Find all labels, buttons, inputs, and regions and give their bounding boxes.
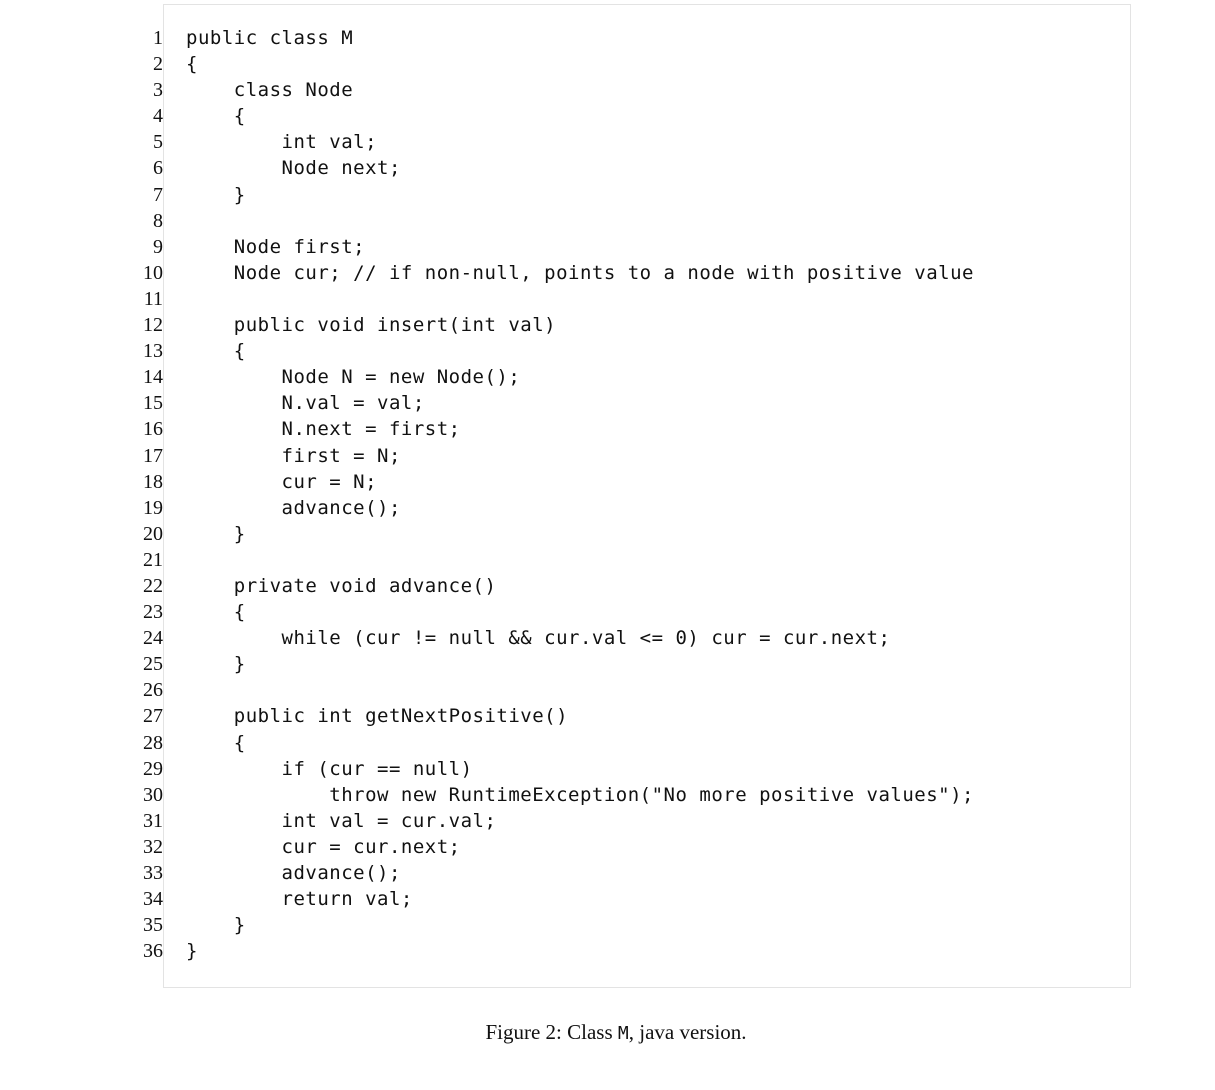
code-text: public void insert(int val)	[186, 314, 557, 337]
code-text: Node N = new Node();	[186, 366, 521, 389]
code-line	[0, 756, 1215, 782]
line-number: 3	[153, 79, 163, 102]
line-number: 6	[153, 157, 163, 180]
code-line	[0, 129, 1215, 155]
code-line	[0, 677, 1215, 703]
line-number: 20	[143, 522, 163, 545]
code-text: int val = cur.val;	[186, 809, 497, 832]
line-number: 12	[143, 314, 163, 337]
code-text: {	[186, 340, 246, 363]
code-line	[0, 260, 1215, 286]
line-number: 22	[143, 574, 163, 597]
line-number: 16	[143, 418, 163, 441]
code-line	[0, 651, 1215, 677]
line-number: 4	[153, 105, 163, 128]
code-line	[0, 495, 1215, 521]
code-text: {	[186, 105, 246, 128]
code-text: N.val = val;	[186, 392, 425, 415]
code-text: public int getNextPositive()	[186, 705, 569, 728]
line-number: 11	[143, 287, 163, 310]
code-line	[0, 834, 1215, 860]
code-line	[0, 573, 1215, 599]
code-text: }	[186, 183, 246, 206]
code-text: Node first;	[186, 235, 366, 258]
line-number: 9	[153, 235, 163, 258]
code-text: Node cur; // if non-null, points to a node with positive value	[186, 261, 974, 284]
code-line	[0, 390, 1215, 416]
code-text: N.next = first;	[186, 418, 461, 441]
line-number: 34	[143, 888, 163, 911]
code-listing	[0, 25, 1215, 964]
code-line	[0, 416, 1215, 442]
code-line	[0, 730, 1215, 756]
code-line	[0, 338, 1215, 364]
code-line	[0, 286, 1215, 312]
code-line	[0, 234, 1215, 260]
code-text: advance();	[186, 496, 401, 519]
code-text: throw new RuntimeException("No more positive values");	[186, 783, 974, 806]
code-line	[0, 938, 1215, 964]
code-line	[0, 51, 1215, 77]
line-number: 29	[143, 757, 163, 780]
code-text: return val;	[186, 888, 413, 911]
code-line	[0, 103, 1215, 129]
code-line	[0, 208, 1215, 234]
line-number: 32	[143, 835, 163, 858]
line-number: 8	[153, 209, 163, 232]
code-text: cur = cur.next;	[186, 835, 461, 858]
code-line	[0, 886, 1215, 912]
line-number: 23	[143, 601, 163, 624]
code-text: cur = N;	[186, 470, 378, 493]
line-number: 15	[143, 392, 163, 415]
code-line	[0, 469, 1215, 495]
code-line	[0, 312, 1215, 338]
code-line	[0, 808, 1215, 834]
code-line	[0, 155, 1215, 181]
code-text: Node next;	[186, 157, 401, 180]
line-number: 13	[143, 340, 163, 363]
code-line	[0, 521, 1215, 547]
code-text: }	[186, 653, 246, 676]
line-number: 28	[143, 731, 163, 754]
code-line	[0, 182, 1215, 208]
line-number: 26	[143, 679, 163, 702]
line-number: 31	[143, 809, 163, 832]
line-number: 10	[143, 261, 163, 284]
caption-class-name: M	[617, 1023, 629, 1044]
line-number: 27	[143, 705, 163, 728]
line-number: 2	[153, 53, 163, 76]
code-line	[0, 364, 1215, 390]
code-line	[0, 912, 1215, 938]
line-number: 1	[153, 27, 163, 49]
code-text: }	[186, 522, 246, 545]
code-line	[0, 77, 1215, 103]
code-text: {	[186, 53, 198, 76]
line-number: 35	[143, 914, 163, 937]
code-line	[0, 625, 1215, 651]
caption-suffix: , java version.	[628, 1020, 747, 1044]
line-number: 36	[143, 940, 163, 963]
line-number: 17	[143, 444, 163, 467]
code-text: class Node	[186, 79, 354, 102]
line-number: 18	[143, 470, 163, 493]
code-text: private void advance()	[186, 574, 497, 597]
line-number: 24	[143, 627, 163, 650]
line-number: 33	[143, 862, 163, 884]
code-text: first = N;	[186, 444, 401, 467]
line-number: 21	[143, 548, 163, 571]
code-text: if (cur == null)	[186, 757, 473, 780]
line-number: 7	[153, 183, 163, 206]
code-line	[0, 599, 1215, 625]
code-line	[0, 443, 1215, 469]
figure-caption	[0, 1020, 1215, 1045]
code-text: {	[186, 731, 246, 754]
line-number: 5	[153, 131, 163, 154]
code-line	[0, 703, 1215, 729]
line-number: 14	[143, 366, 163, 389]
code-line	[0, 860, 1215, 886]
code-text: while (cur != null && cur.val <= 0) cur = cur.next;	[186, 627, 891, 650]
code-text: public class M	[186, 27, 354, 49]
caption-prefix: Figure 2: Class	[485, 1020, 618, 1044]
code-line	[0, 547, 1215, 573]
code-line	[0, 782, 1215, 808]
line-number: 25	[143, 653, 163, 676]
code-text: {	[186, 601, 246, 624]
line-number: 19	[143, 496, 163, 519]
line-number: 30	[143, 783, 163, 806]
code-line	[0, 25, 1215, 51]
code-text: advance();	[186, 862, 401, 884]
code-text: }	[186, 940, 198, 963]
code-text: }	[186, 914, 246, 937]
code-text: int val;	[186, 131, 378, 154]
